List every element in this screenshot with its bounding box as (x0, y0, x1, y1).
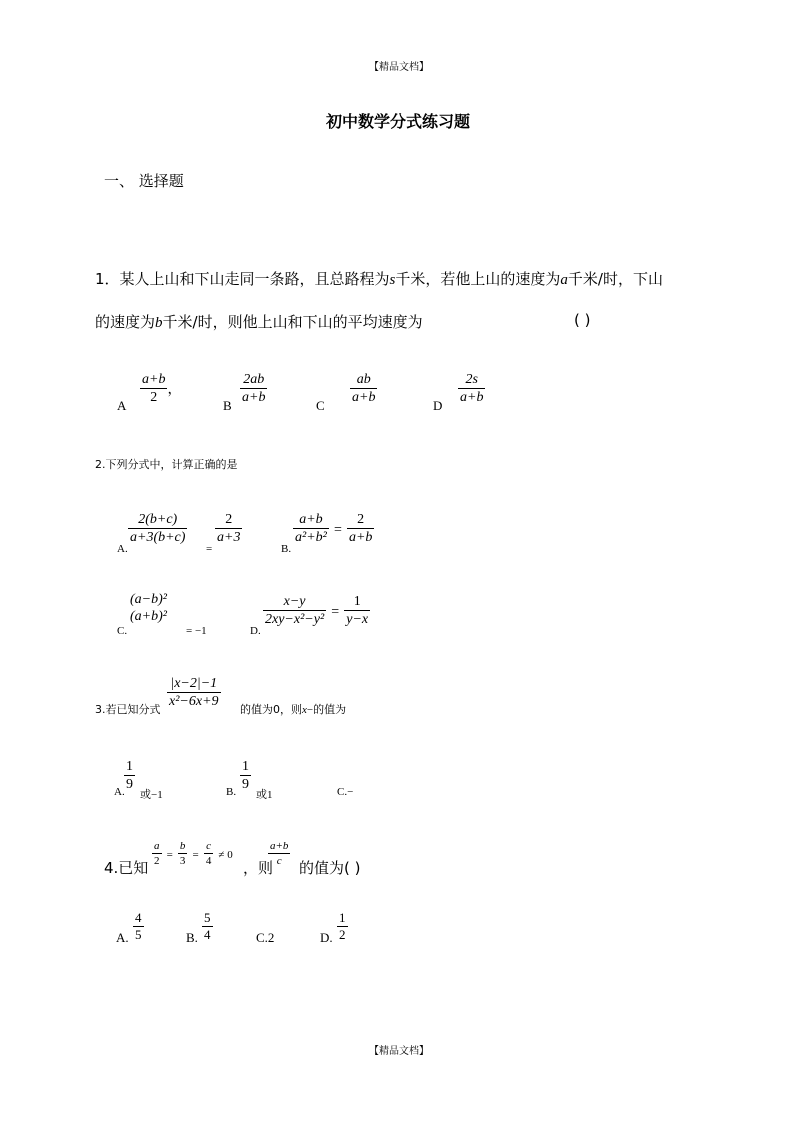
q4-option-b-frac: $\frac{5}{4}$ (204, 910, 211, 943)
q1-option-d-frac: $\frac{2s}{a+b}$ (460, 372, 484, 406)
q2-option-d-expr: $\frac{x-y}{\text{2xy−x²−y²}}$ = $\frac{1}{y-x}$ (265, 594, 369, 628)
q4-option-c: C.2 (256, 930, 275, 945)
q1-option-b-frac: $\frac{2ab}{a+b}$ (242, 372, 266, 406)
section-heading: 一、 选择题 (104, 172, 184, 190)
q2-option-a-eq: = (206, 543, 213, 555)
q4-option-d-frac: $\frac{1}{2}$ (339, 910, 346, 943)
q1-option-a-frac: $\frac{a+b}{2}$ ， (142, 372, 182, 406)
q1-answer-paren: ( ) (574, 311, 591, 329)
page-footer: 【精品文档】 (369, 1046, 429, 1057)
q2-stem: 2.下列分式中，计算正确的是 (95, 458, 238, 471)
q4-option-a-frac: $\frac{4}{5}$ (135, 910, 142, 943)
q3-option-c: C.− (337, 786, 354, 798)
q2-option-d-label: D. (250, 625, 261, 637)
q4-pre: 4.已知 (104, 859, 149, 877)
q4-option-d-label: D. (320, 930, 333, 945)
q1-line1: 1．某人上山和下山走同一条路，且总路程为s千米，若他上山的速度为a千米/时，下山 (95, 270, 663, 288)
q1-option-a-label: A (117, 398, 127, 413)
page-title: 初中数学分式练习题 (326, 112, 471, 131)
q2-option-a-result: $\frac{2}{a+3}$ (217, 512, 241, 546)
q3-fraction: $\frac{|x-2|-1}{\text{x²−6x+9}}$ (169, 676, 219, 710)
var-b: b (155, 315, 163, 331)
q1-option-d-label: D (433, 398, 443, 413)
q3-option-b-label: B. (226, 786, 237, 798)
q4-condition: $\frac{a}{2}$ = $\frac{b}{3}$ = $\frac{c}{4}$ ≠ 0 (154, 840, 233, 868)
var-a: a (560, 272, 568, 288)
q4-post: 的值为( ) (299, 859, 361, 877)
q2-option-a-label: A. (117, 543, 128, 555)
q3-post: 的值为0，则x−的值为 (240, 703, 347, 716)
q2-option-a-expr: $\frac{2(b+c)}{a+3(b+c)}$ (130, 512, 186, 546)
var-s: s (389, 272, 396, 288)
q3-option-b-suffix: 或1 (256, 789, 273, 801)
q3-pre: 3.若已知分式 (95, 703, 161, 716)
q3-option-b-frac: $\frac{1}{9}$ (242, 759, 249, 793)
q4-mid: ，则 (243, 859, 274, 877)
q1-option-c-label: C (316, 398, 325, 413)
q2-option-c-expr: (a−b)² (a+b)² (130, 592, 167, 625)
q4-option-b-label: B. (186, 930, 198, 945)
q2-option-b-label: B. (281, 543, 292, 555)
q4-target-frac: $\frac{a+b}{c}$ (270, 840, 289, 868)
q3-option-a-frac: $\frac{1}{9}$ (126, 759, 133, 793)
q4-option-a-label: A. (116, 930, 129, 945)
q2-option-c-label: C. (117, 625, 128, 637)
q2-option-c-eq: = −1 (186, 625, 207, 637)
page-header: 【精品文档】 (369, 62, 429, 73)
q2-option-b-expr: $\frac{a+b}{\text{a²+b²}}$ = $\frac{2}{a+b}$ (295, 512, 373, 546)
q3-option-a-suffix: 或−1 (140, 789, 163, 801)
q1-line2: 的速度为b千米/时，则他上山和下山的平均速度为 (95, 313, 423, 331)
q1-option-b-label: B (223, 398, 232, 413)
q1-option-c-frac: $\frac{ab}{a+b}$ (352, 372, 376, 406)
q3-option-a-label: A. (114, 786, 125, 798)
